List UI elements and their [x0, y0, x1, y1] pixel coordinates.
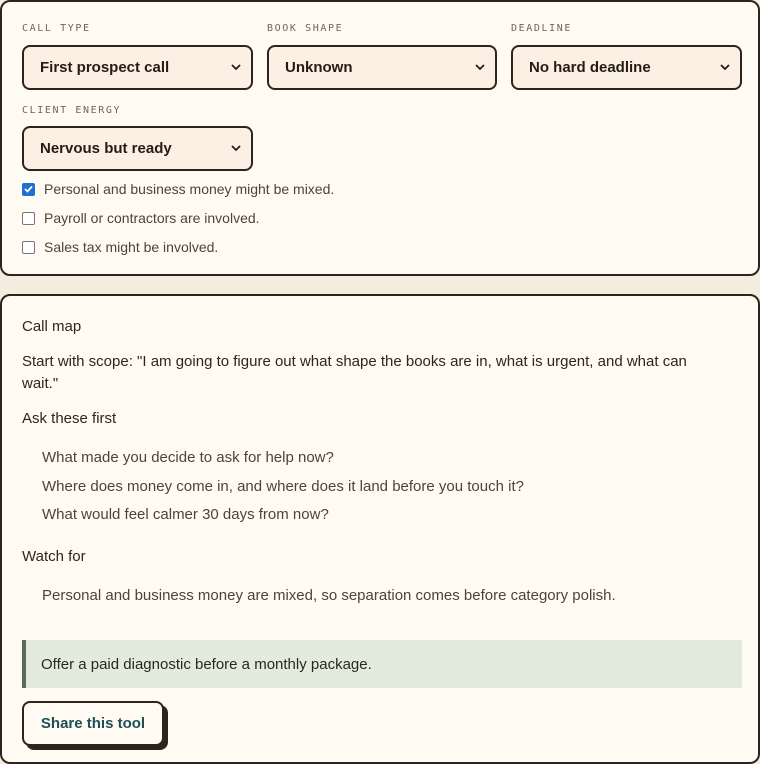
call-map-title: Call map [22, 318, 82, 335]
chevron-down-icon [716, 64, 734, 71]
checkbox-payroll[interactable] [22, 212, 35, 225]
call-map-panel [0, 294, 760, 764]
client-energy-value: Nervous but ready [40, 140, 172, 157]
watch-heading: Watch for [22, 548, 86, 565]
book-shape-select[interactable] [267, 45, 497, 90]
call-type-value: First prospect call [40, 59, 170, 76]
deadline-select[interactable] [511, 45, 742, 90]
call-type-label: CALL TYPE [22, 23, 91, 34]
client-energy-select[interactable] [22, 126, 253, 171]
checkbox-mixed-money[interactable] [22, 183, 35, 196]
ask-item: Where does money come in, and where does it land before you touch it? [42, 478, 524, 495]
recommendation-callout [22, 640, 742, 688]
checkbox-label-mixed-money: Personal and business money might be mixed. [44, 181, 335, 197]
book-shape-label: BOOK SHAPE [267, 23, 344, 34]
ask-item: What would feel calmer 30 days from now? [42, 506, 329, 523]
deadline-value: No hard deadline [529, 59, 651, 76]
checkbox-label-sales-tax: Sales tax might be involved. [44, 239, 219, 255]
deadline-label: DEADLINE [511, 23, 572, 34]
scope-line-2: wait." [22, 375, 59, 392]
check-row-mixed-money[interactable] [22, 181, 334, 197]
check-row-payroll[interactable] [22, 210, 260, 226]
callout-text: Offer a paid diagnostic before a monthly package. [41, 655, 372, 673]
check-row-sales-tax[interactable] [22, 239, 218, 255]
scope-line-1: Start with scope: "I am going to figure out what shape the books are in, what is urgent, and what can [22, 353, 687, 370]
settings-panel [0, 0, 760, 276]
ask-heading: Ask these first [22, 410, 117, 427]
chevron-down-icon [227, 64, 245, 71]
client-energy-label: CLIENT ENERGY [22, 105, 122, 116]
chevron-down-icon [471, 64, 489, 71]
call-type-select[interactable] [22, 45, 253, 90]
ask-item: What made you decide to ask for help now? [42, 449, 334, 466]
checkbox-sales-tax[interactable] [22, 241, 35, 254]
share-button[interactable]: Share this tool [22, 701, 164, 746]
chevron-down-icon [227, 145, 245, 152]
watch-item: Personal and business money are mixed, so separation comes before category polish. [42, 587, 616, 604]
book-shape-value: Unknown [285, 59, 353, 76]
checkbox-label-payroll: Payroll or contractors are involved. [44, 210, 260, 226]
